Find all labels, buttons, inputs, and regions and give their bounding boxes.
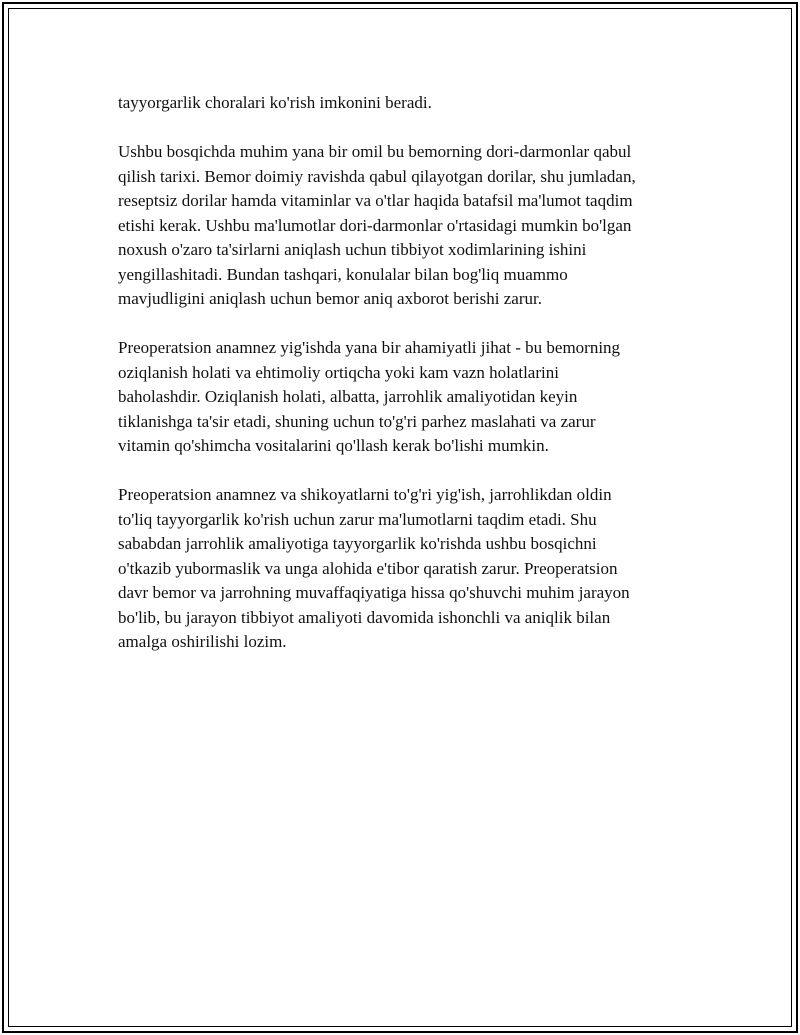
paragraph-4: Preoperatsion anamnez va shikoyatlarni to'g'ri yig'ish, jarrohlikdan oldin to'liq tayyorgarlik ko'rish uchun zarur ma'lumotlarni taqdim etadi. Shu sababdan jarrohlik amaliyotiga tayyorgarlik ko'rishda ushbu bosqichni o'tkazib yubormaslik va unga alohida e'tibor qaratish zarur. Preoperatsion davr bemor va jarrohning muvaffaqiyatiga hissa qo'shuvchi muhim jarayon bo'lib, bu jarayon tibbiyot amaliyoti davomida ishonchli va aniqlik bilan amalga oshirilishi lozim. [118,485,630,651]
paragraph-2: Ushbu bosqichda muhim yana bir omil bu bemorning dori-darmonlar qabul qilish tarixi. Bemor doimiy ravishda qabul qilayotgan dorilar, shu jumladan, reseptsiz dorilar hamda vitaminlar va o'tlar haqida batafsil ma'lumot taqdim etishi kerak. Ushbu ma'lumotlar dori-darmonlar o'rtasidagi mumkin bo'lgan noxush o'zaro ta'sirlarni aniqlash uchun tibbiyot xodimlarining ishini yengillashitadi. Bundan tashqari, konulalar bilan bog'liq muammo mavjudligini aniqlash uchun bemor aniq axborot berishi zarur. [118,142,636,308]
paragraph-3: Preoperatsion anamnez yig'ishda yana bir ahamiyatli jihat - bu bemorning oziqlanish holati va ehtimoliy ortiqcha yoki kam vazn holatlarini baholashdir. Oziqlanish holati, albatta, jarrohlik amaliyotidan keyin tiklanishga ta'sir etadi, shuning uchun to'g'ri parhez maslahati va zarur vitamin qo'shimcha vositalarini qo'llash kerak bo'lishi mumkin. [118,338,621,455]
paragraph-1: tayyorgarlik choralari ko'rish imkonini beradi. [118,93,432,112]
document-body [118,91,693,679]
